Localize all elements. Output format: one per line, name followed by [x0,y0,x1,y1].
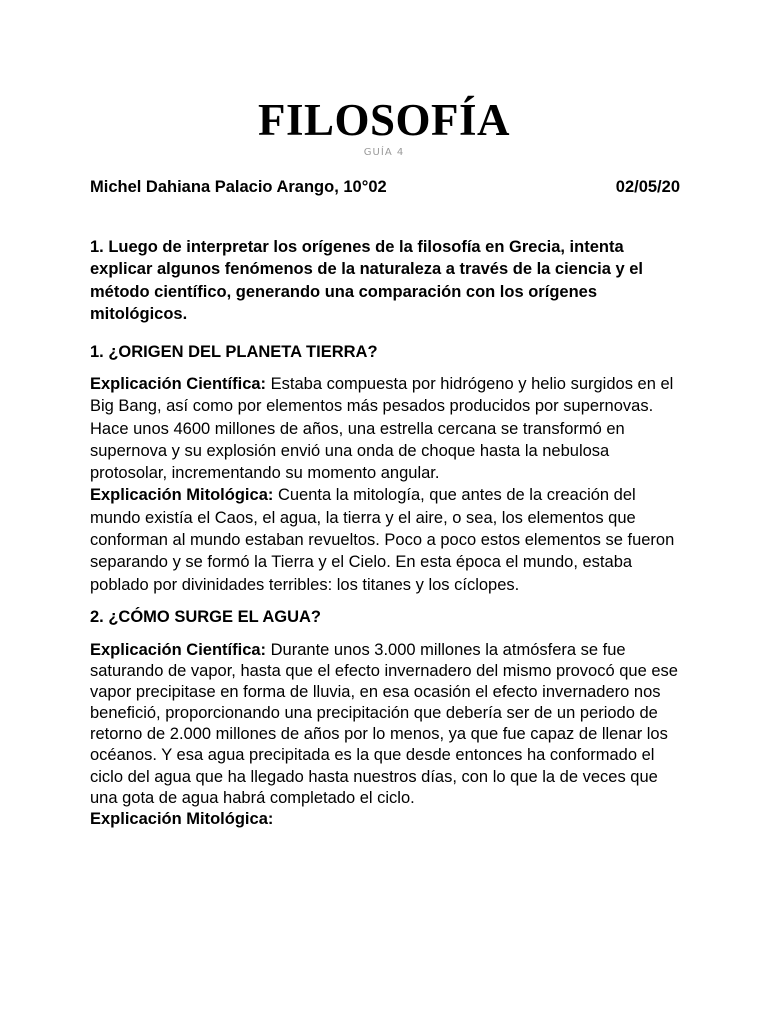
question-intro: 1. Luego de interpretar los orígenes de la filosofía en Grecia, intenta explicar algunos fenómenos de la naturaleza a través de la ciencia y el método científico, generando una comparación con los orígenes mitológicos. [90,238,643,323]
document-title: FILOSOFÍA [257,95,511,145]
section-2-scientific-text: Durante unos 3.000 millones la atmósfera se fue saturando de vapor, hasta que el efecto invernadero del mismo provocó que ese vapor precipitase en forma de lluvia, en esa ocasión el efecto invernadero nos benefició, proporcionando una precipitación que debería ser de un periodo de retorno de 2.000 millones de años por lo menos, ya que fue capaz de llenar los océanos. Y esa agua precipitada es la que desde entonces ha conformado el ciclo del agua que ha llegado hasta nuestros días, con lo que la de veces que una gota de agua habrá completado el ciclo. [90,641,678,807]
section-1-scientific-text: Estaba compuesta por hidrógeno y helio surgidos en el Big Bang, así como por elementos más pesados producidos por supernovas. Hace unos 4600 millones de años, una estrella cercana se transformó en supernova y su explosión envió una onda de choque hasta la nebulosa protosolar, incrementando su momento angular. [90,375,674,483]
author-row [90,177,680,197]
section-1-scientific-label: Explicación Científica: [90,375,267,393]
section-1-heading: 1. ¿ORIGEN DEL PLANETA TIERRA? [90,343,378,361]
section-2-body [90,640,680,830]
section-2-scientific-label: Explicación Científica: [90,641,267,659]
section-1-scientific [90,373,680,484]
section-1-mythological-label: Explicación Mitológica: [90,486,274,505]
section-2-mythological-label: Explicación Mitológica: [90,809,274,828]
author-name: Michel Dahiana Palacio Arango, 10°02 [90,178,387,196]
document-subtitle: GUÍA 4 [363,147,405,158]
section-2-mythological [90,809,680,830]
section-1-mythological-text: Cuenta la mitología, que antes de la creación del mundo existía el Caos, el agua, la tierra y el aire, o sea, los elementos que conforman al mundo estaban revueltos. Poco a poco estos elementos se fueron separando y se formó la Tierra y el Cielo. En esta época el mundo, estaba poblado por divinidades terribles: los titanes y los cíclopes. [90,486,675,594]
document-date: 02/05/20 [615,178,680,196]
section-2-scientific [90,640,680,809]
section-2-heading: 2. ¿CÓMO SURGE EL AGUA? [90,608,322,626]
section-1-mythological [90,484,680,595]
section-1-body [90,373,680,596]
